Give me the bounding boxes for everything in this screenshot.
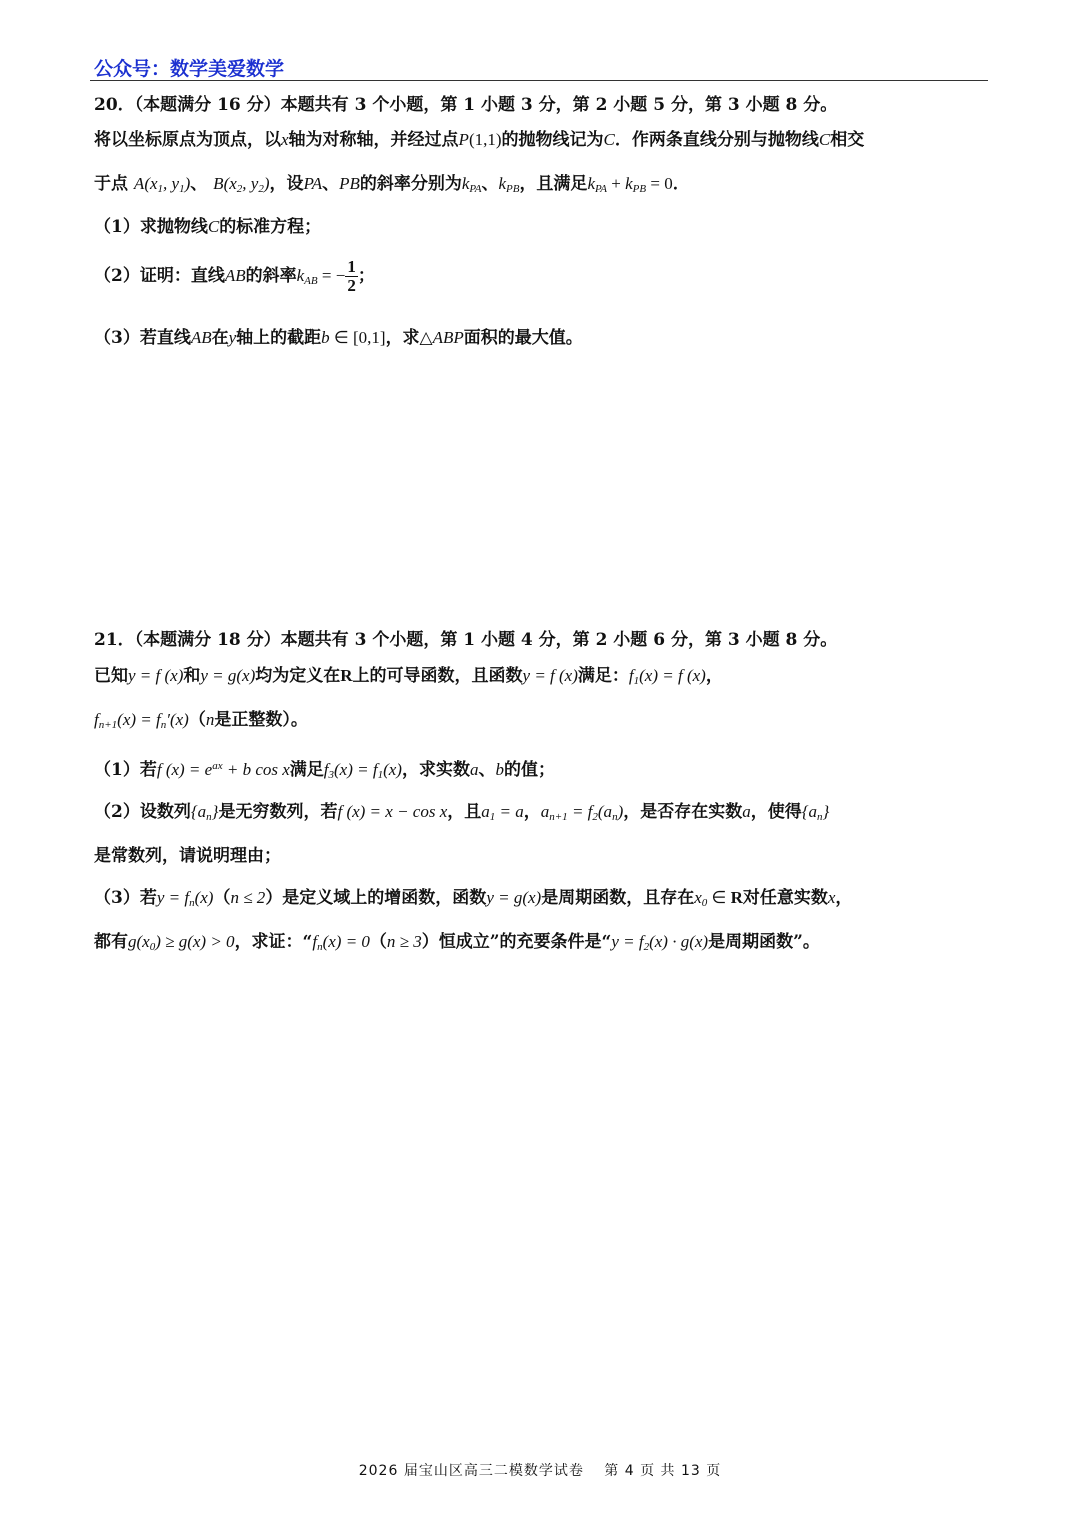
header-rule [90,80,988,81]
q21-heading: 21．（本题满分 18 分）本题共有 3 个小题，第 1 小题 4 分，第 2 小题 6 分，第 3 小题 8 分。 [94,630,838,650]
page-header-title: 公众号：数学美爱数学 [94,58,285,80]
q20-part1: （1）求抛物线C的标准方程； [94,217,322,237]
q20-part3: （3）若直线AB在y轴上的截距b ∈ [0,1]，求△ABP面积的最大值。 [94,328,583,348]
q21-part3-cont: 都有$g(x_0) \ge g(x) > 0$，求证：“$f_n(x) = 0(n \ge 3)$恒成立”的充要条件是“$y = f_2(x) \cdot g(x)$是周期函数”。 [94,932,820,953]
q21-part2-cont: 是常数列，请说明理由； [94,846,281,866]
q21-part3: （3）若$y = f_n(x)(n \le 2)$是定义域上的增函数，函数y = g(x)是周期函数，且存在$x_0$ ∈ R对任意实数x， [94,888,853,909]
q21-part1: （1）若f $(x) = e^{ax} + b$ cos x满足$f_3(x) = f_1(x)$，求实数a、b的值； [94,760,555,781]
q20-stem-line1: 将以坐标原点为顶点，以x轴为对称轴，并经过点P(1,1)的抛物线记为C．作两条直线分别与抛物线C相交 [94,130,865,150]
page-footer: 2026 届宝山区高三二模数学试卷 第 4 页 共 13 页 [358,1463,722,1479]
q21-stem-line1: 已知y = f (x)和y = g(x)均为定义在R上的可导函数，且函数y = f (x)满足：$f_1(x) = f$ (x)， [94,666,723,687]
q20-part2: （2）证明：直线AB的斜率$k_{AB}$ = − $\frac{1}{2}$ ； [94,257,375,295]
q21-part2: （2）设数列$\{a_n\}$是无穷数列，若f (x) = x − cos x，且$a_1 = a$，$a_{n+1} = f_2(a_n)$，是否存在实数a，使得$\{a_n\}$ [94,802,830,823]
q21-stem-line2: $f_{n+1}(x) = f_n'(x)(n$是正整数）。 [94,710,308,731]
fraction-one-half: $\frac{1}{2}$ [347,257,356,295]
q20-stem-line2: 于点 $A(x_1$, $y_1$)、 $B(x_2$, $y_2$)，设PA、PB的斜率分别为$k_{PA}$、$k_{PB}$，且满足$k_{PA} + k_{PB} = 0$． [94,174,690,195]
q20-heading: 20．（本题满分 16 分）本题共有 3 个小题，第 1 小题 3 分，第 2 小题 5 分，第 3 小题 8 分。 [94,95,838,115]
